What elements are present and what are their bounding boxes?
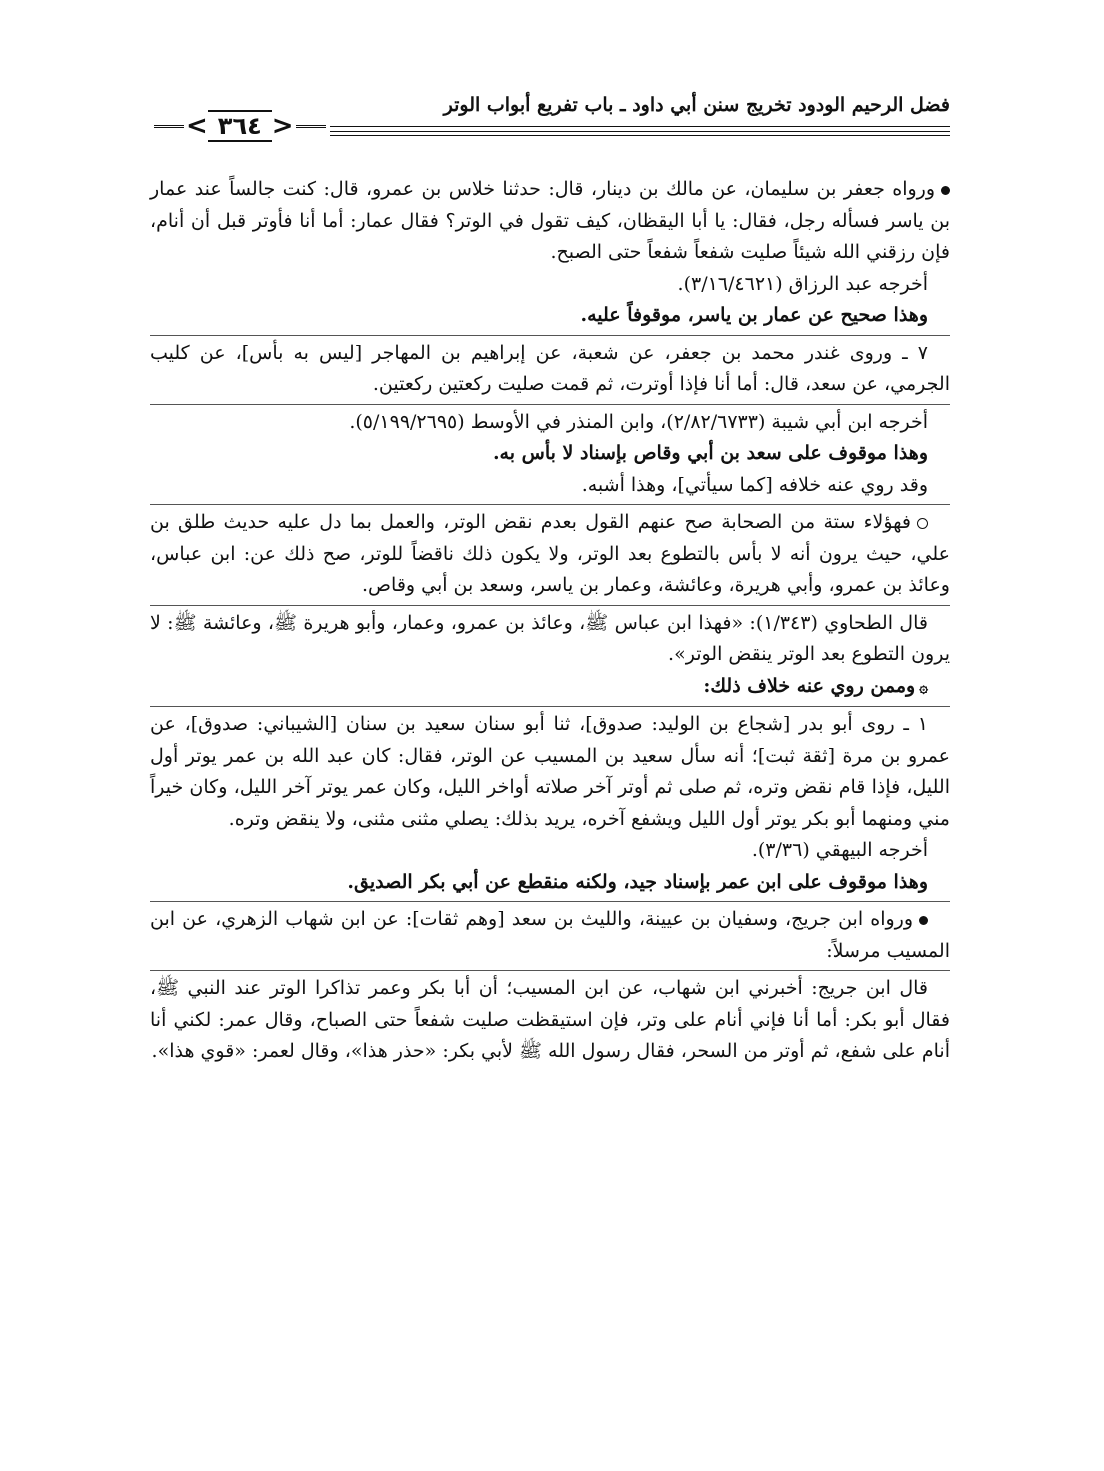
- paragraph-separator: [150, 605, 950, 606]
- paragraph-text: وهذا صحيح عن عمار بن ياسر، موقوفاً عليه.: [580, 304, 928, 326]
- paragraph-text: ٧ ـ وروى غندر محمد بن جعفر، عن شعبة، عن إبراهيم بن المهاجر [ليس به بأس]، عن كليب الجرمي، عن سعد، قال: أما أنا فإذا أوترت، ثم قمت صليت ركعتين ركعتين.: [150, 341, 950, 395]
- body-paragraph: [150, 904, 950, 967]
- chevron-left-icon: <: [186, 111, 208, 141]
- body-paragraph: [150, 438, 950, 470]
- page-number-badge: [150, 110, 330, 142]
- body-paragraph: [150, 973, 950, 1068]
- paragraph-text: وهذا موقوف على ابن عمر بإسناد جيد، ولكنه منقطع عن أبي بكر الصديق.: [347, 870, 928, 893]
- body-paragraph: [150, 174, 950, 269]
- paragraph-text: وقد روي عنه خلافه [كما سيأتي]، وهذا أشبه.: [581, 473, 928, 496]
- paragraph-separator: [150, 504, 950, 505]
- body-paragraph: [150, 300, 950, 332]
- paragraph-separator: [150, 901, 950, 902]
- paragraph-text: قال ابن جريج: أخبرني ابن شهاب، عن ابن المسيب؛ أن أبا بكر وعمر تذاكرا الوتر عند النبي ﷺ، فقال أبو بكر: أما أنا فإني أنام على وتر، فإن استيقظت صليت شفعاً حتى الصباح، وقال عمر: لكني أنا أنام على شفع، ثم أوتر من السحر، فقال رسول الله ﷺ لأبي بكر: «حذر هذا»، وقال لعمر: «قوي هذا».: [150, 977, 950, 1062]
- body-paragraph: [150, 338, 950, 401]
- body-paragraph: [150, 709, 950, 835]
- bullet-dot-icon: [941, 186, 950, 195]
- body-paragraph: [150, 608, 950, 671]
- page-header: [150, 80, 950, 152]
- running-title: فضل الرحيم الودود تخريج سنن أبي داود ـ باب تفريع أبواب الوتر: [443, 94, 950, 116]
- bullet-dot-icon: [919, 916, 928, 925]
- body-paragraph: [150, 470, 950, 502]
- badge-dash-right: [296, 125, 326, 128]
- page-body: [150, 174, 950, 1068]
- paragraph-text: وممن روي عنه خلاف ذلك:: [703, 674, 916, 697]
- paragraph-separator: [150, 404, 950, 405]
- body-paragraph: [150, 407, 950, 439]
- paragraph-text: فهؤلاء ستة من الصحابة صح عنهم القول بعدم نقض الوتر، والعمل بما دل عليه حديث طلق بن علي، حيث يرون أنه لا بأس بالتطوع بعد الوتر، ولا يكون ذلك ناقضاً للوتر، صح ذلك عن: ابن عباس، وعائذ بن عمرو، وأبي هريرة، وعائشة، وعمار بن ياسر، وسعد بن أبي وقاص.: [150, 511, 950, 596]
- paragraph-text: أخرجه البيهقي (٣/٣٦).: [751, 839, 928, 861]
- bullet-ring-icon: [917, 518, 928, 529]
- paragraph-text: أخرجه ابن أبي شيبة (٢/٨٢/٦٧٣٣)، وابن المنذر في الأوسط (٥/١٩٩/٢٦٩٥).: [349, 410, 928, 433]
- paragraph-separator: [150, 970, 950, 971]
- chevron-right-icon: >: [271, 111, 294, 141]
- paragraph-text: أخرجه عبد الرزاق (٣/١٦/٤٦٢١).: [677, 272, 928, 295]
- paragraph-text: قال الطحاوي (١/٣٤٣): «فهذا ابن عباس ﷺ، وعائذ بن عمرو، وعمار، وأبو هريرة ﷺ، وعائشة ﷺ: لا يرون التطوع بعد الوتر ينقض الوتر».: [150, 611, 950, 665]
- page-number: ٣٦٤: [208, 110, 272, 142]
- badge-dash-left: [154, 125, 184, 128]
- body-paragraph: [150, 867, 950, 899]
- body-paragraph: [150, 269, 950, 301]
- body-paragraph: [150, 507, 950, 602]
- section-mark-icon: ۞: [919, 677, 928, 696]
- paragraph-text: ١ ـ روى أبو بدر [شجاع بن الوليد: صدوق]، ثنا أبو سنان سعيد بن سنان [الشيباني: صدوق]، عن عمرو بن مرة [ثقة ثبت]؛ أنه سأل سعيد بن المسيب عن الوتر، فقال: كان عبد الله بن عمر يوتر أول الليل، فإذا قام نقض وتره، ثم صلى ثم أوتر آخر صلاته أواخر الليل، وكان عمر يوتر آخر الليل، وكان خيراً مني ومنهما أبو بكر يوتر أول الليل ويشفع آخره، يريد بذلك: يصلي مثنى مثنى، ولا ينقض وتره.: [150, 713, 950, 830]
- body-paragraph: [150, 671, 950, 704]
- paragraph-text: ورواه جعفر بن سليمان، عن مالك بن دينار، قال: حدثنا خلاس بن عمرو، قال: كنت جالساً عند عمار بن ياسر فسأله رجل، فقال: يا أبا اليقظان، كيف تقول في الوتر؟ فقال عمار: أما أنا فأوتر قبل أن أنام، فإن رزقني الله شيئاً صليت شفعاً شفعاً حتى الصبح.: [150, 178, 950, 263]
- paragraph-text: وهذا موقوف على سعد بن أبي وقاص بإسناد لا بأس به.: [492, 442, 928, 464]
- body-paragraph: [150, 835, 950, 867]
- book-page: [150, 80, 950, 1068]
- paragraph-text: ورواه ابن جريج، وسفيان بن عيينة، والليث بن سعد [وهم ثقات]: عن ابن شهاب الزهري، عن ابن المسيب مرسلاً:: [150, 908, 950, 962]
- paragraph-separator: [150, 706, 950, 707]
- paragraph-separator: [150, 335, 950, 336]
